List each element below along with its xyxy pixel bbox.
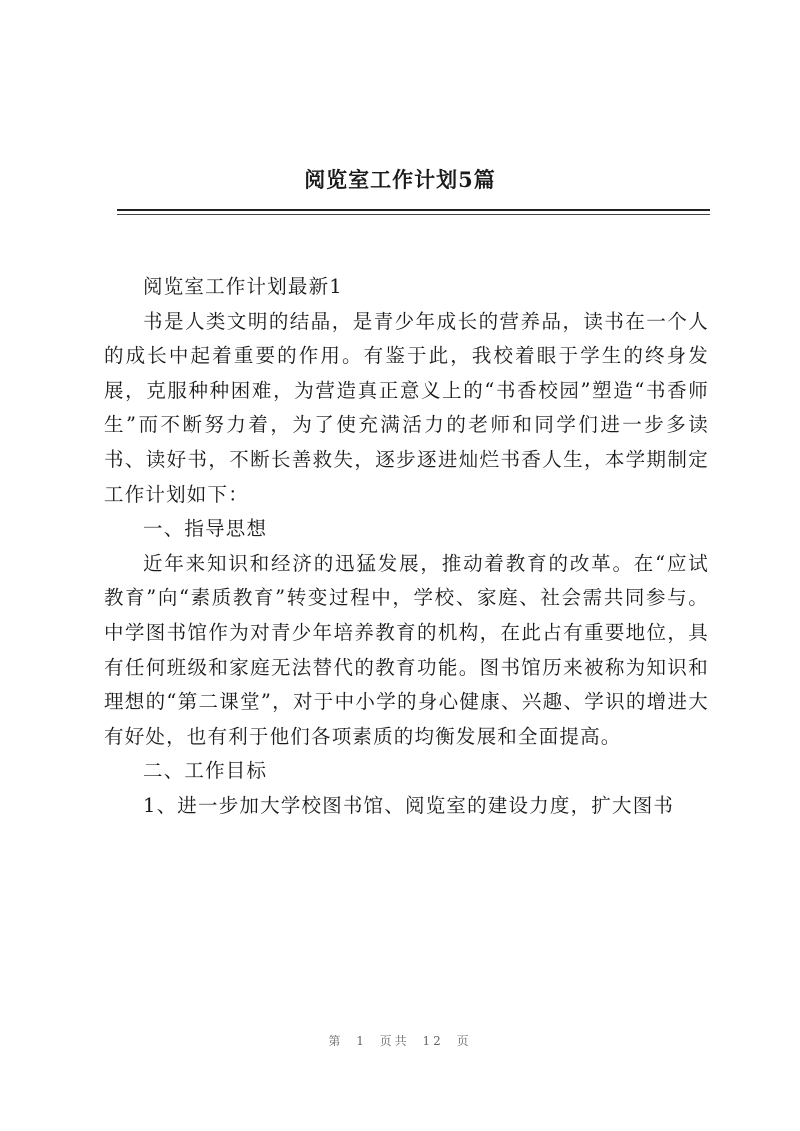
paragraph: 近年来知识和经济的迅猛发展，推动着教育的改革。在“应试教育”向“素质教育”转变过程中，学校、家庭、社会需共同参与。中学图书馆作为对青少年培养教育的机构，在此占有重要地位，具有任何班级和家庭无法替代的教育功能。图书馆历来被称为知识和理想的“第二课堂”，对于中小学的身心健康、兴趣、学识的增进大有好处，也有利于他们各项素质的均衡发展和全面提高。 xyxy=(104,551,709,748)
section-heading: 二、工作目标 xyxy=(143,759,268,783)
title-divider-thin xyxy=(117,214,710,215)
footer-middle: 页共 xyxy=(379,1034,410,1048)
document-title: 阅览室工作计划5篇 xyxy=(304,167,496,192)
footer-suffix: 页 xyxy=(456,1034,472,1048)
footer-page-number: 1 xyxy=(356,1034,367,1048)
section-heading: 一、指导思想 xyxy=(143,517,268,541)
section-heading: 阅览室工作计划最新1 xyxy=(143,275,343,298)
footer-total-pages: 12 xyxy=(422,1034,444,1048)
paragraph: 书是人类文明的结晶，是青少年成长的营养品，读书在一个人的成长中起着重要的作用。有鉴于此，我校着眼于学生的终身发展，克服种种困难，为营造真正意义上的“书香校园”塑造“书香师生”而不断努力着，为了使充满活力的老师和同学们进一步多读书、读好书，不断长善救失，逐步逐进灿烂书香人生，本学期制定工作计划如下： xyxy=(104,309,709,506)
title-divider xyxy=(117,209,710,211)
footer-prefix: 第 xyxy=(328,1034,344,1048)
page-footer xyxy=(0,1032,800,1049)
document-body xyxy=(104,270,709,824)
paragraph: 1、进一步加大学校图书馆、阅览室的建设力度，扩大图书 xyxy=(143,793,675,817)
